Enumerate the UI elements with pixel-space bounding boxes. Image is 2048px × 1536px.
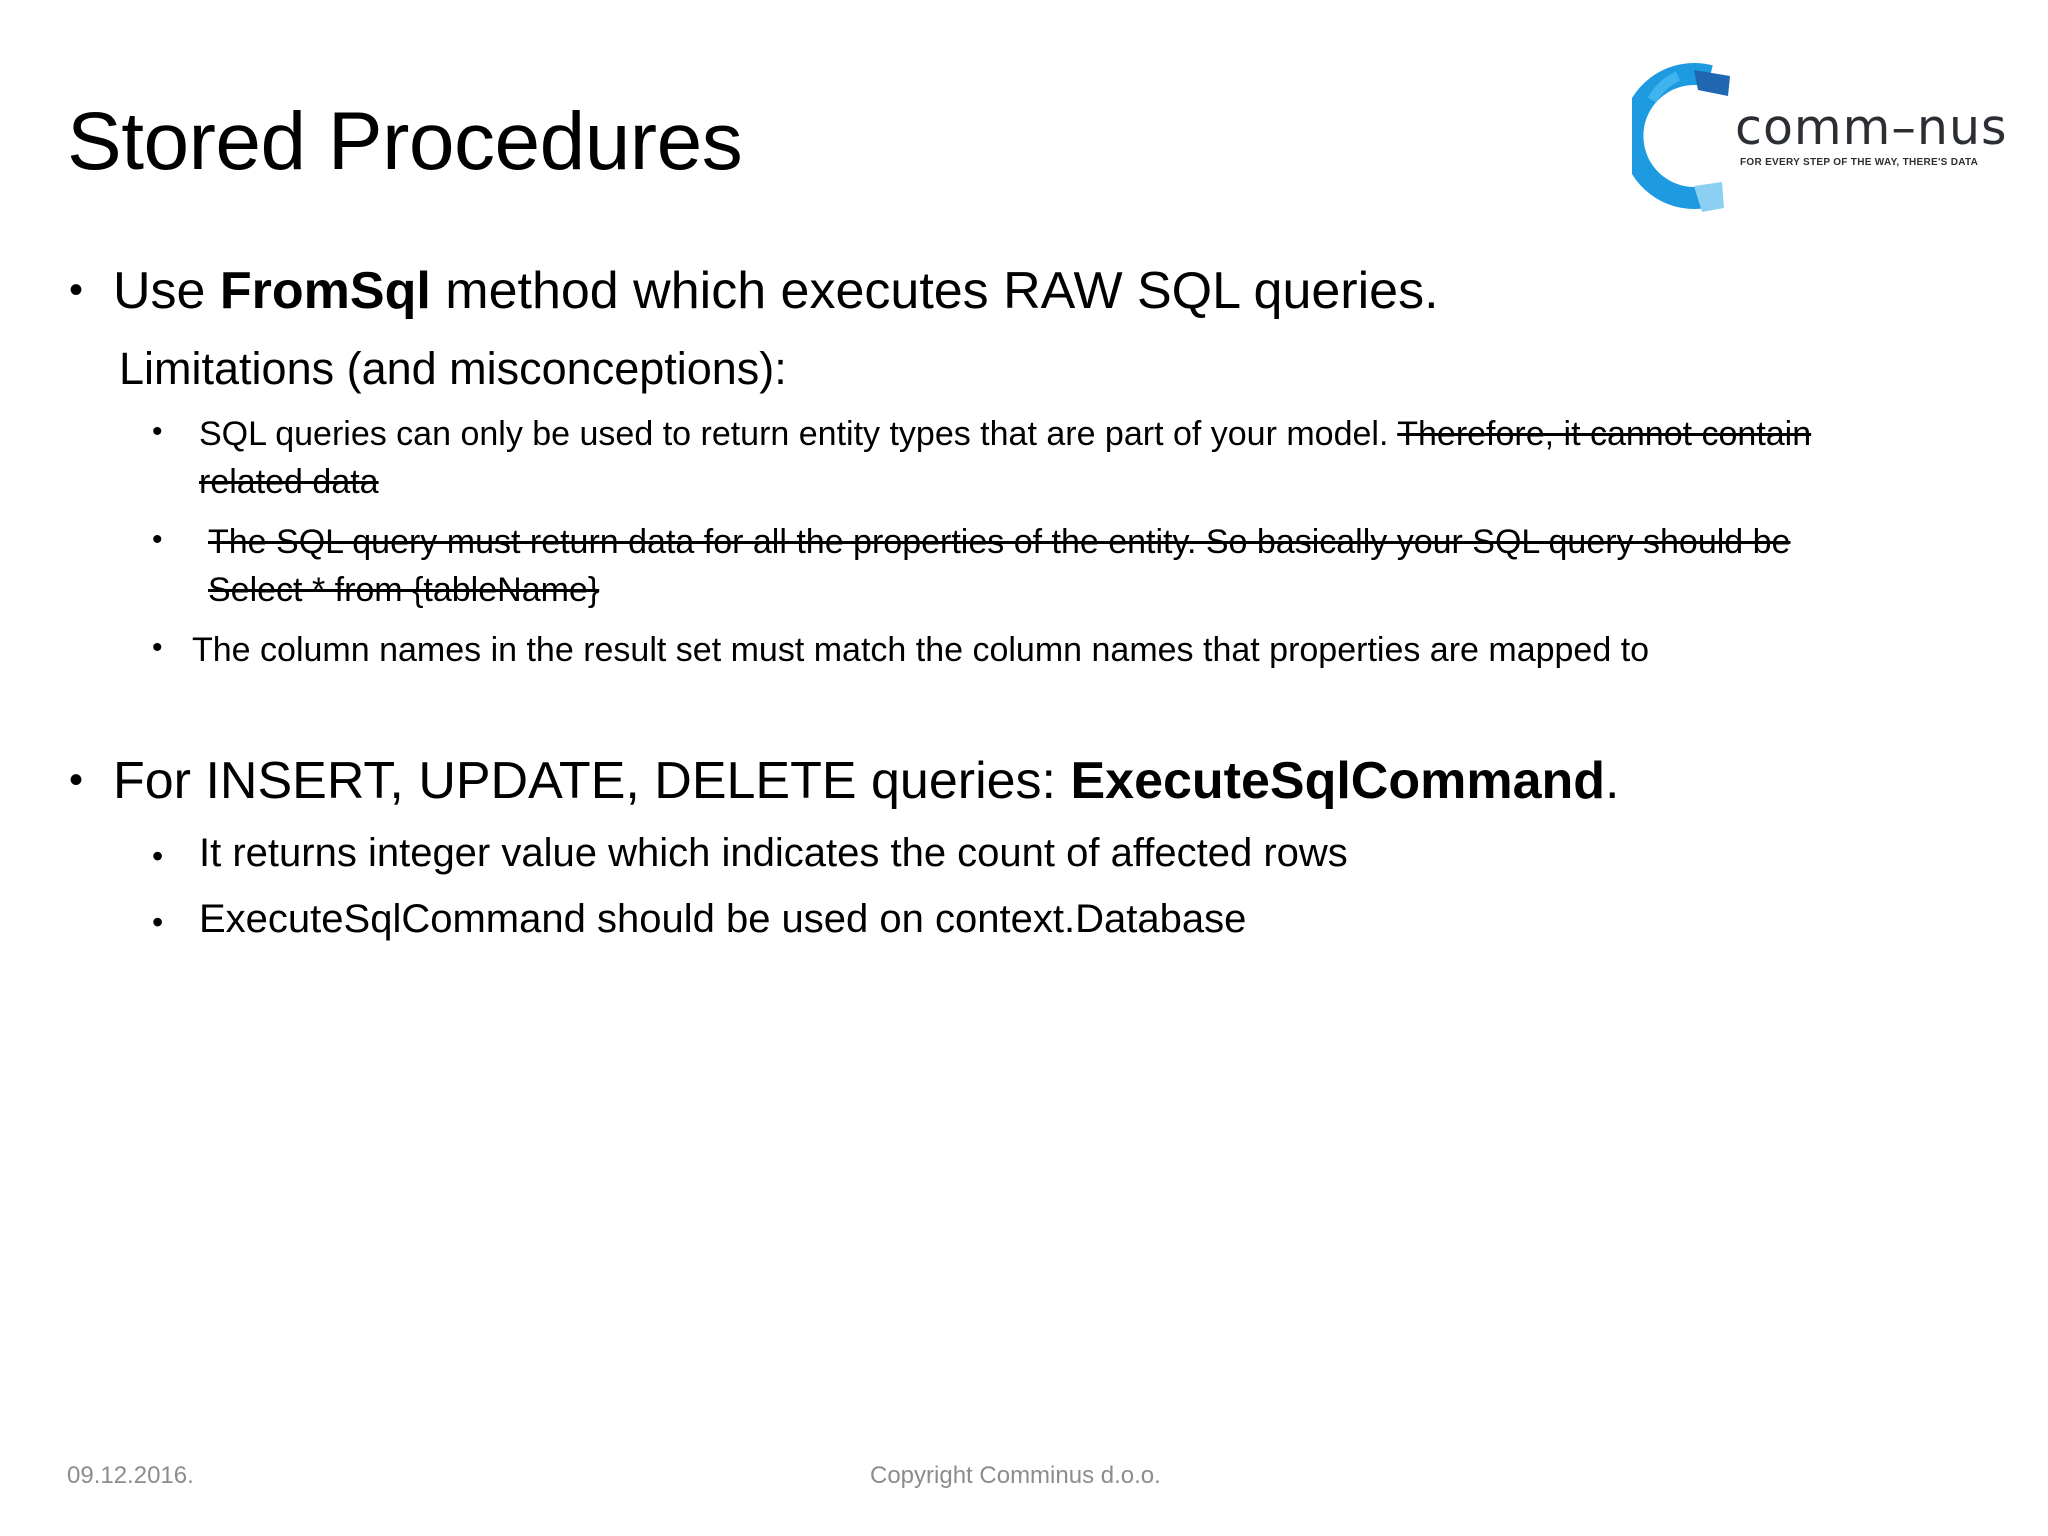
executesqlcommand-keyword: ExecuteSqlCommand: [1070, 752, 1606, 810]
logo-ring-icon: [1632, 62, 1752, 214]
limitation-text: SQL queries can only be used to return entity types that are part of your model.: [199, 415, 1398, 453]
slide-title: Stored Procedures: [67, 96, 743, 187]
limitation-text-struck: Therefore, it cannot contain: [1397, 415, 1812, 453]
logo-wordmark: comm–nus: [1735, 99, 2008, 156]
limitation-entity-types: [199, 410, 1811, 458]
bullet-text: For INSERT, UPDATE, DELETE queries:: [113, 752, 1071, 810]
bullet-dot: •: [152, 631, 163, 664]
limitation-select-all: Select * from {tableName}: [208, 571, 600, 609]
footer-date: 09.12.2016.: [67, 1462, 194, 1489]
bullet-executesqlcommand: [113, 750, 1620, 812]
bullet-text: method which executes RAW SQL queries.: [430, 262, 1439, 320]
bullet-dot: •: [69, 268, 84, 312]
limitation-column-names: The column names in the result set must match the column names that properties are mapped to: [192, 631, 1650, 669]
comminus-logo: [1632, 62, 2012, 214]
bullet-fromsql: [113, 260, 1439, 322]
bullet-dot: •: [152, 415, 163, 448]
limitation-all-properties: The SQL query must return data for all the properties of the entity. So basically your SQL query should be: [208, 523, 1791, 561]
bullet-dot: •: [152, 523, 163, 556]
limitation-text-struck: related data: [199, 463, 379, 501]
bullet-dot: •: [69, 758, 84, 802]
bullet-text: Use: [113, 262, 220, 320]
footer-copyright: Copyright Comminus d.o.o.: [870, 1462, 1161, 1489]
bullet-text: .: [1605, 752, 1620, 810]
bullet-dot: •: [152, 904, 164, 940]
sub-bullet-returns-integer: It returns integer value which indicates the count of affected rows: [199, 831, 1348, 875]
logo-tagline: FOR EVERY STEP OF THE WAY, THERE'S DATA: [1740, 157, 1979, 168]
limitations-heading: Limitations (and misconceptions):: [119, 343, 787, 394]
fromsql-keyword: FromSql: [219, 262, 431, 320]
bullet-dot: •: [152, 838, 164, 874]
sub-bullet-context-database: ExecuteSqlCommand should be used on context.Database: [199, 897, 1247, 941]
